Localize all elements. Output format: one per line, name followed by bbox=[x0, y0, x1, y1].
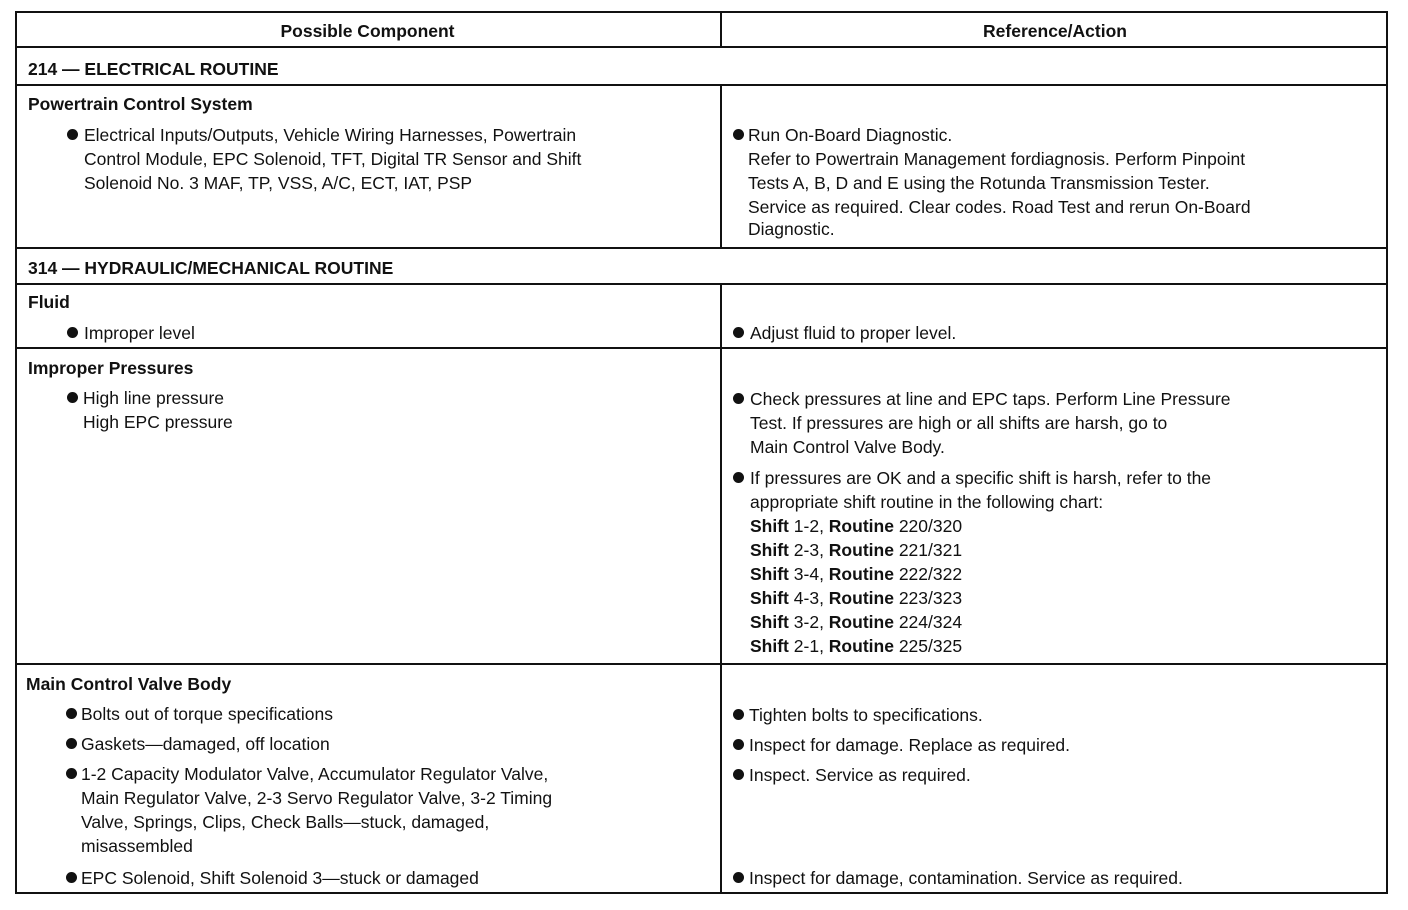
section-314-rule bbox=[15, 283, 1388, 285]
bullet-icon bbox=[733, 739, 744, 750]
header-rule bbox=[15, 46, 1388, 48]
routine-row: Shift 2-3, Routine 221/321 bbox=[750, 540, 963, 560]
bullet-icon bbox=[733, 327, 744, 338]
bullet-icon bbox=[733, 709, 744, 720]
bullet-icon bbox=[67, 129, 78, 140]
section-314-top-rule bbox=[15, 247, 1388, 249]
action-inspect-service: Inspect. Service as required. bbox=[749, 765, 971, 785]
group-heading-pressures: Improper Pressures bbox=[28, 358, 194, 378]
routine-row: Shift 1-2, Routine 220/320 bbox=[750, 516, 963, 536]
component-epc-solenoid: EPC Solenoid, Shift Solenoid 3—stuck or damaged bbox=[81, 868, 479, 888]
bullet-icon bbox=[66, 708, 77, 719]
component-high-pressure: High line pressure High EPC pressure bbox=[83, 388, 233, 432]
bullet-icon bbox=[733, 472, 744, 483]
routine-row: Shift 4-3, Routine 223/323 bbox=[750, 588, 963, 608]
section-title-electrical: 214 — ELECTRICAL ROUTINE bbox=[28, 59, 279, 79]
group-heading-powertrain: Powertrain Control System bbox=[28, 94, 253, 114]
action-inspect-replace: Inspect for damage. Replace as required. bbox=[749, 735, 1071, 755]
action-adjust-fluid: Adjust fluid to proper level. bbox=[750, 323, 957, 343]
routine-row: Shift 3-2, Routine 224/324 bbox=[750, 612, 963, 632]
component-improper-level: Improper level bbox=[84, 323, 195, 343]
action-inspect-contamination: Inspect for damage, contamination. Service as required. bbox=[749, 868, 1183, 888]
bullet-icon bbox=[67, 327, 78, 338]
bullet-icon bbox=[66, 872, 77, 883]
group-heading-valve-body: Main Control Valve Body bbox=[26, 674, 232, 694]
action-electrical: Run On-Board Diagnostic. Refer to Powertrain Management fordiagnosis. Perform Pinpoint Tests A, B, D and E using the Rotunda Transmission Tester. Service as required. Clear codes. Road Test and rerun On-Board Diagnostic. bbox=[748, 125, 1251, 239]
component-valves: 1-2 Capacity Modulator Valve, Accumulator Regulator Valve, Main Regulator Valve, 2-3 Servo Regulator Valve, 3-2 Timing Valve, Springs, Clips, Check Balls—stuck, damaged, misassembled bbox=[81, 764, 553, 856]
bullet-icon bbox=[733, 872, 744, 883]
bullet-icon bbox=[66, 768, 77, 779]
bullet-icon bbox=[66, 738, 77, 749]
component-electrical: Electrical Inputs/Outputs, Vehicle Wiring Harnesses, Powertrain Control Module, EPC Solenoid, TFT, Digital TR Sensor and Shift Solenoid No. 3 MAF, TP, VSS, A/C, ECT, IAT, PSP bbox=[84, 125, 582, 193]
column-header-action: Reference/Action bbox=[983, 21, 1127, 41]
component-bolts: Bolts out of torque specifications bbox=[81, 704, 333, 724]
action-tighten-bolts: Tighten bolts to specifications. bbox=[749, 705, 983, 725]
fluid-rule bbox=[15, 347, 1388, 349]
component-gaskets: Gaskets—damaged, off location bbox=[81, 734, 330, 754]
routine-row: Shift 3-4, Routine 222/322 bbox=[750, 564, 963, 584]
section-title-hydraulic: 314 — HYDRAULIC/MECHANICAL ROUTINE bbox=[28, 258, 394, 278]
bullet-icon bbox=[733, 129, 744, 140]
bullet-icon bbox=[733, 769, 744, 780]
hydraulic-divider bbox=[720, 283, 722, 894]
routine-row: Shift 2-1, Routine 225/325 bbox=[750, 636, 963, 656]
electrical-divider bbox=[720, 84, 722, 248]
action-shift-routines: If pressures are OK and a specific shift is harsh, refer to the appropriate shift routine in the following chart: Shift 1-2, Routine 220/320 Shift 2-3, Routine 221/321 Shift 3-4, Routine 222/322 Shift 4-3, Routine 223/323 Shift 3-2, Routine 224/324 Shift 2-1, Routine 225/325 bbox=[750, 468, 1212, 656]
column-header-component: Possible Component bbox=[280, 21, 455, 41]
section-214-rule bbox=[15, 84, 1388, 86]
group-heading-fluid: Fluid bbox=[28, 292, 70, 312]
action-check-pressures: Check pressures at line and EPC taps. Perform Line Pressure Test. If pressures are high or all shifts are harsh, go to Main Control Valve Body. bbox=[750, 389, 1231, 457]
bullet-icon bbox=[67, 392, 78, 403]
pressures-rule bbox=[15, 663, 1388, 665]
bullet-icon bbox=[733, 393, 744, 404]
